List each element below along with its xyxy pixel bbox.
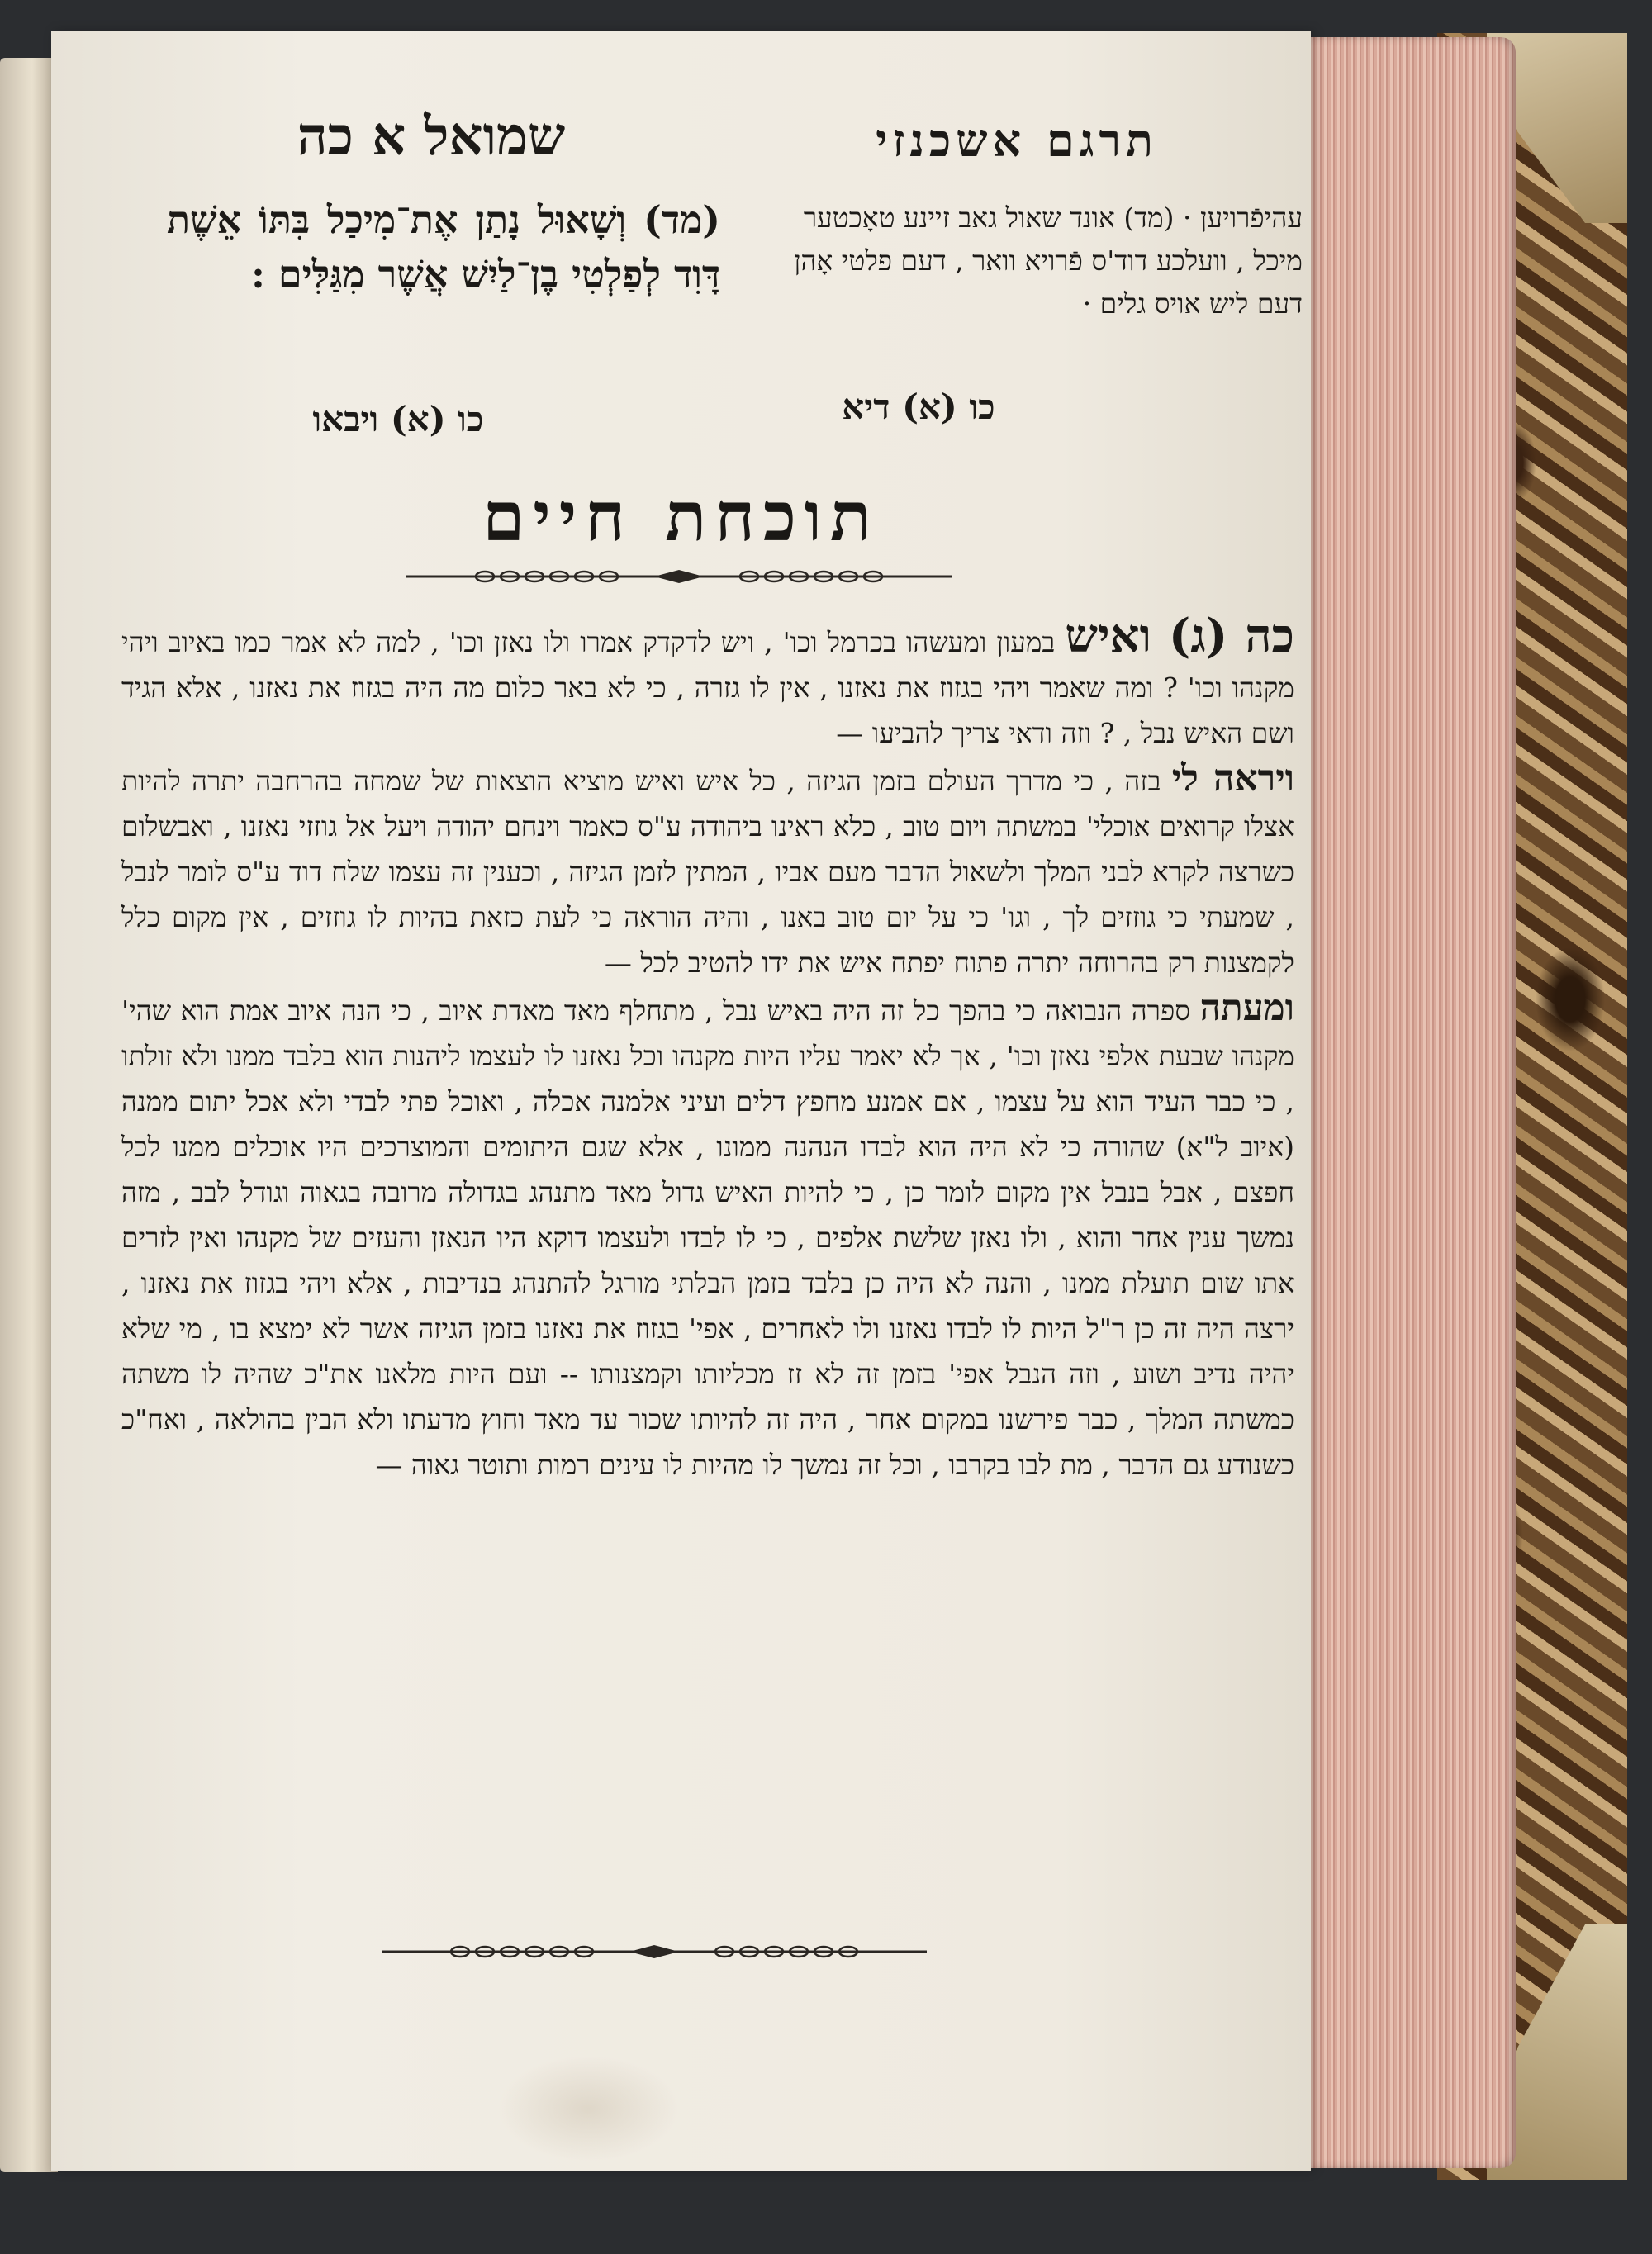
ornament-divider-top — [406, 568, 952, 585]
commentary-keyword-2: ויראה לי — [1171, 757, 1294, 800]
commentary-para-1: במעון ומעשהו בכרמל וכו' , ויש לדקדק אמרו ולו נאזן וכו' , למה לא אמר כמו באיוב ויהי מקנהו וכו' ? ומה שאמר ויהי בגזוז את נאזנו , אין לו גזרה , כי לא באר כלום מה היה בגזוז את נאזנו , אלא הגיד ושם האיש נבל , ? וזה ודאי צריך להביעו — — [121, 626, 1294, 749]
page-edges-stack — [1289, 37, 1516, 2168]
catchword-yiddish: כו (א) דיא — [842, 387, 995, 427]
left-page-edge — [0, 58, 58, 2172]
hebrew-verse: (מד) וְשָׁאוּל נָתַן אֶת־מִיכַל בִּתּוֹ אֵשֶׁת דָּוִד לְפַלְטִי בֶן־לַיִשׁ אֲשֶׁר מִגַּלִּים : — [167, 197, 720, 297]
commentary-para-3: ספרה הנבואה כי בהפך כל זה היה באיש נבל , מתחלף מאד מאדת איוב , כי הנה איוב אמת הוא שהי' מקנהו שבעת אלפי נאזן וכו' , אך לא יאמר עליו היות מקנהו וכל נאזנו לו לעצמו ליהנות הוא בלבד ממנו ולא זולתו , כי כבר העיד הוא על עצמו , אם אמנע מחפץ דלים ועיני אלמנה אכלה , ואוכל פתי לבדי ולא אכל יתום ממנה (איוב ל"א) שהורה כי לא היה הוא לבדו הנהנה ממונו , אלא שגם היתומים והמוצרכים היו אוכלים ממנו לכל חפצם , אבל בנבל אין מקום לומר כן , כי להיות האיש גדול מאד מתנהג בגדולה מרובה בגאוה וגודל לבב , מזה נמשך ענין אחר והוא , ולו נאזן שלשת אלפים , כי לו לבדו ולעצמו דוקא היו הנאזן והעזים של מקנהו ואין לזרים אתו שום תועלת ממנו , והנה לא היה כן בלבד בזמן הבלתי מורגל להתנהג בנדיבות , אלא ויהי בגזוז את נאזנו , ירצה היה זה כן ר"ל היות לו לבדו נאזנו ולו לאחרים , אפי' בגזוז את נאזנו בזמן הגיזה אשר לא ימצא בו , מי שלא יהיה נדיב ושוע , וזה הנבל אפי' בזמן זה לא זז מכליותו וקמצנותו -- ועם היות מלאנו את"כ שהיה לו משתה כמשתה המלך , כבר פירשנו במקום אחר , היה זה להיותו שכור עד מאד וחוץ מדעתו ולא הבין בהולאה , ואח"כ כשנודע גם הדבר , מת לבו בקרבו , וכל זה נמשך לו מהיות לו עינים רמות ותוטר גאוה — — [121, 994, 1294, 1481]
commentary-lead-word: כה (ג) ואיש — [1065, 609, 1294, 663]
book-page — [51, 31, 1311, 2171]
running-header-targum: תרגם אשכנזי — [876, 114, 1158, 167]
paper-stain — [497, 2055, 679, 2162]
catchword-hebrew: כו (א) ויבאו — [312, 399, 484, 439]
ornament-divider-bottom — [382, 1943, 927, 1960]
commentary-keyword-3: ומעתה — [1199, 987, 1294, 1029]
running-header-book-chapter: שמואל א כה — [297, 106, 566, 168]
commentary-para-2: בזה , כי מדרך העולם בזמן הגיזה , כל איש ואיש מוציא הוצאות של שמחה בהרחבה יתרה להיות אצלו קרואים אוכלי' במשתה ויום טוב , כלא ראינו ביהודה ע"ס כאמר וינחם יהודה ויעל אל גוזזי נאזנו , ואבשלום כשרצה לקרא לבני המלך ולשאול הדבר מעם אביו , המתין לזמן הגיזה , וכענין זה עצמו שלח דוד ע"ס לומר לנבל , שמעתי כי גוזזים לך , וגו' כי על יום טוב באנו , והיה הוראה כי לעת כזאת בהיות לו גוזזים , אין מקום כלל לקמצנות רק בהרוחה יתרה פתוח יפתח איש את ידו להטיב לכל — — [121, 765, 1294, 979]
commentary-body — [121, 609, 1294, 1488]
yiddish-translation-verse: עהיפֿרויען · (מד) אונד שאול גאב זיינע טאָכטער מיכל , וועלכע דוד'ס פֿרויא וואר , דעם פלטי אָהן דעם ליש אויס גלים · — [794, 202, 1303, 320]
commentary-title: תוכחת חיים — [482, 477, 880, 557]
